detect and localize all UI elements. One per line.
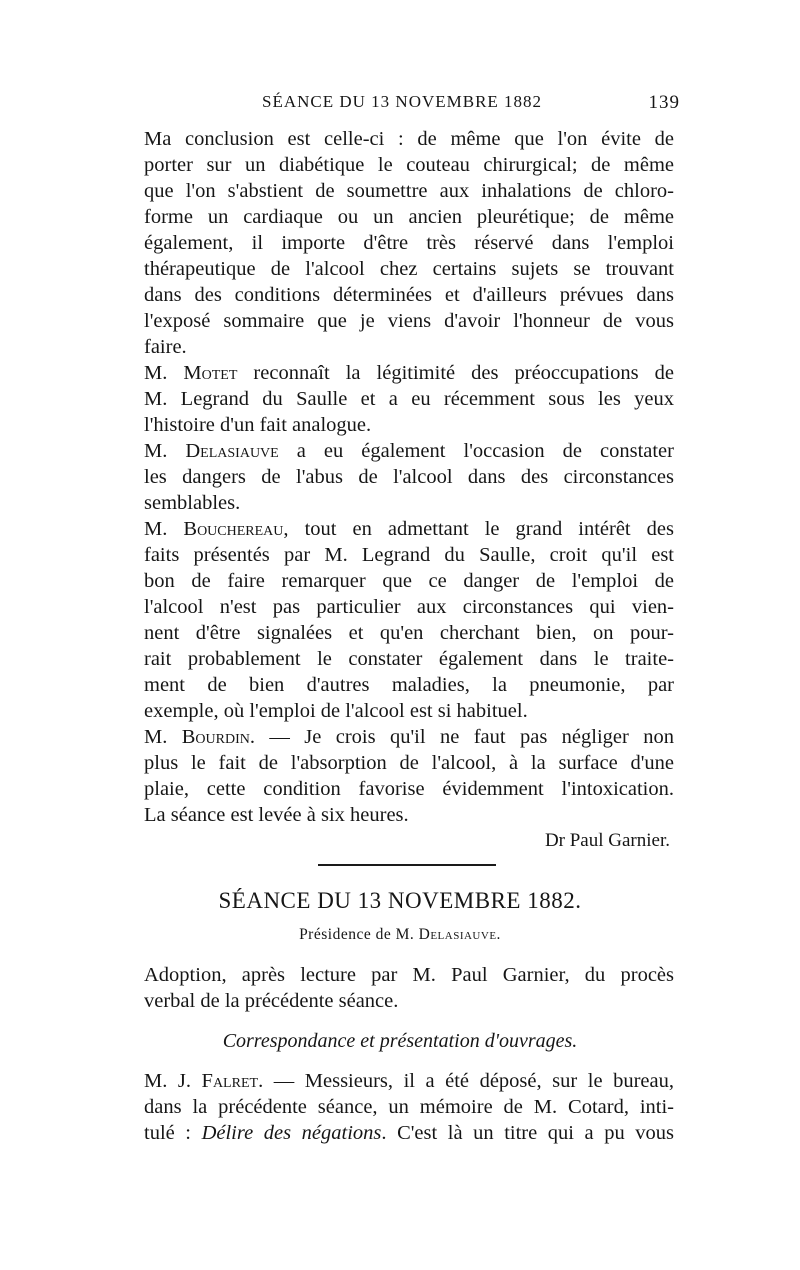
text-line: La séance est levée à six heures. [144, 804, 409, 826]
text-line: verbal de la précédente séance. [144, 990, 399, 1012]
text-line: l'histoire d'un fait analogue. [144, 414, 372, 436]
text-line: forme un cardiaque ou un ancien pleurétique; de même [144, 206, 674, 228]
text-line: Ma conclusion est celle-ci : de même que l'on évite de [144, 128, 674, 150]
text-line: M. Motet reconnaît la légitimité des préoccupations de [144, 362, 674, 384]
page-number: 139 [648, 92, 680, 113]
text-line: également, il importe d'être très réservé dans l'emploi [144, 232, 674, 254]
text-line: dans la précédente séance, un mémoire de M. Cotard, inti- [144, 1096, 674, 1118]
text-line: faire. [144, 336, 187, 358]
text-line: l'alcool n'est pas particulier aux circonstances qui vien- [144, 596, 674, 618]
text-line: dans des conditions déterminées et d'ailleurs prévues dans [144, 284, 674, 306]
section-title: SÉANCE DU 13 NOVEMBRE 1882. [218, 888, 582, 913]
running-title: SÉANCE DU 13 NOVEMBRE 1882 [262, 92, 543, 111]
book-title: Délire des négations [201, 1122, 382, 1144]
text-line: M. Legrand du Saulle et a eu récemment sous les yeux [144, 388, 674, 410]
text-line: que l'on s'abstient de soumettre aux inhalations de chloro- [144, 180, 674, 202]
text-line: les dangers de l'abus de l'alcool dans des circonstances [144, 466, 674, 488]
text-line: nent d'être signalées et qu'en cherchant bien, on pour- [144, 622, 674, 644]
text-line: M. Bouchereau, tout en admettant le grand intérêt des [144, 518, 674, 540]
text-line: tulé : Délire des négations. C'est là un titre qui a pu vous [144, 1122, 675, 1144]
presidence-line: Présidence de M. Delasiauve. [299, 926, 501, 943]
text-line: Adoption, après lecture par M. Paul Garnier, du procès [144, 964, 674, 986]
section-divider [318, 864, 496, 866]
text-line: exemple, où l'emploi de l'alcool est si habituel. [144, 700, 528, 722]
text-line: semblables. [144, 492, 241, 514]
subheading: Correspondance et présentation d'ouvrages. [222, 1030, 578, 1052]
text-line: plus le fait de l'absorption de l'alcool, à la surface d'une [144, 752, 674, 774]
text-line: l'exposé sommaire que je viens d'avoir l'honneur de vous [144, 310, 674, 332]
running-header [262, 92, 680, 118]
text-line: bon de faire remarquer que ce danger de l'emploi de [144, 570, 674, 592]
text-line: ment de bien d'autres maladies, la pneumonie, par [144, 674, 674, 696]
text-line: rait probablement le constater également dans le traite- [144, 648, 674, 670]
speaker-name: Bourdin [181, 726, 250, 748]
text-line: faits présentés par M. Legrand du Saulle, croit qu'il est [144, 544, 674, 566]
text-line: M. J. Falret. — Messieurs, il a été déposé, sur le bureau, [144, 1070, 674, 1092]
text-line: thérapeutique de l'alcool chez certains sujets se trouvant [144, 258, 674, 280]
text-line: M. Delasiauve a eu également l'occasion de constater [144, 440, 674, 462]
speaker-name: Falret [201, 1070, 259, 1092]
text-line: plaie, cette condition favorise évidemment l'intoxication. [144, 778, 674, 800]
text-line: M. Bourdin. — Je crois qu'il ne faut pas négliger non [144, 726, 674, 748]
text-line: porter sur un diabétique le couteau chirurgical; de même [144, 154, 674, 176]
speaker-name: Bouchereau [183, 518, 284, 540]
signature: Dr Paul Garnier. [544, 830, 670, 851]
speaker-name: Delasiauve [185, 440, 279, 462]
speaker-name: Motet [183, 362, 238, 384]
